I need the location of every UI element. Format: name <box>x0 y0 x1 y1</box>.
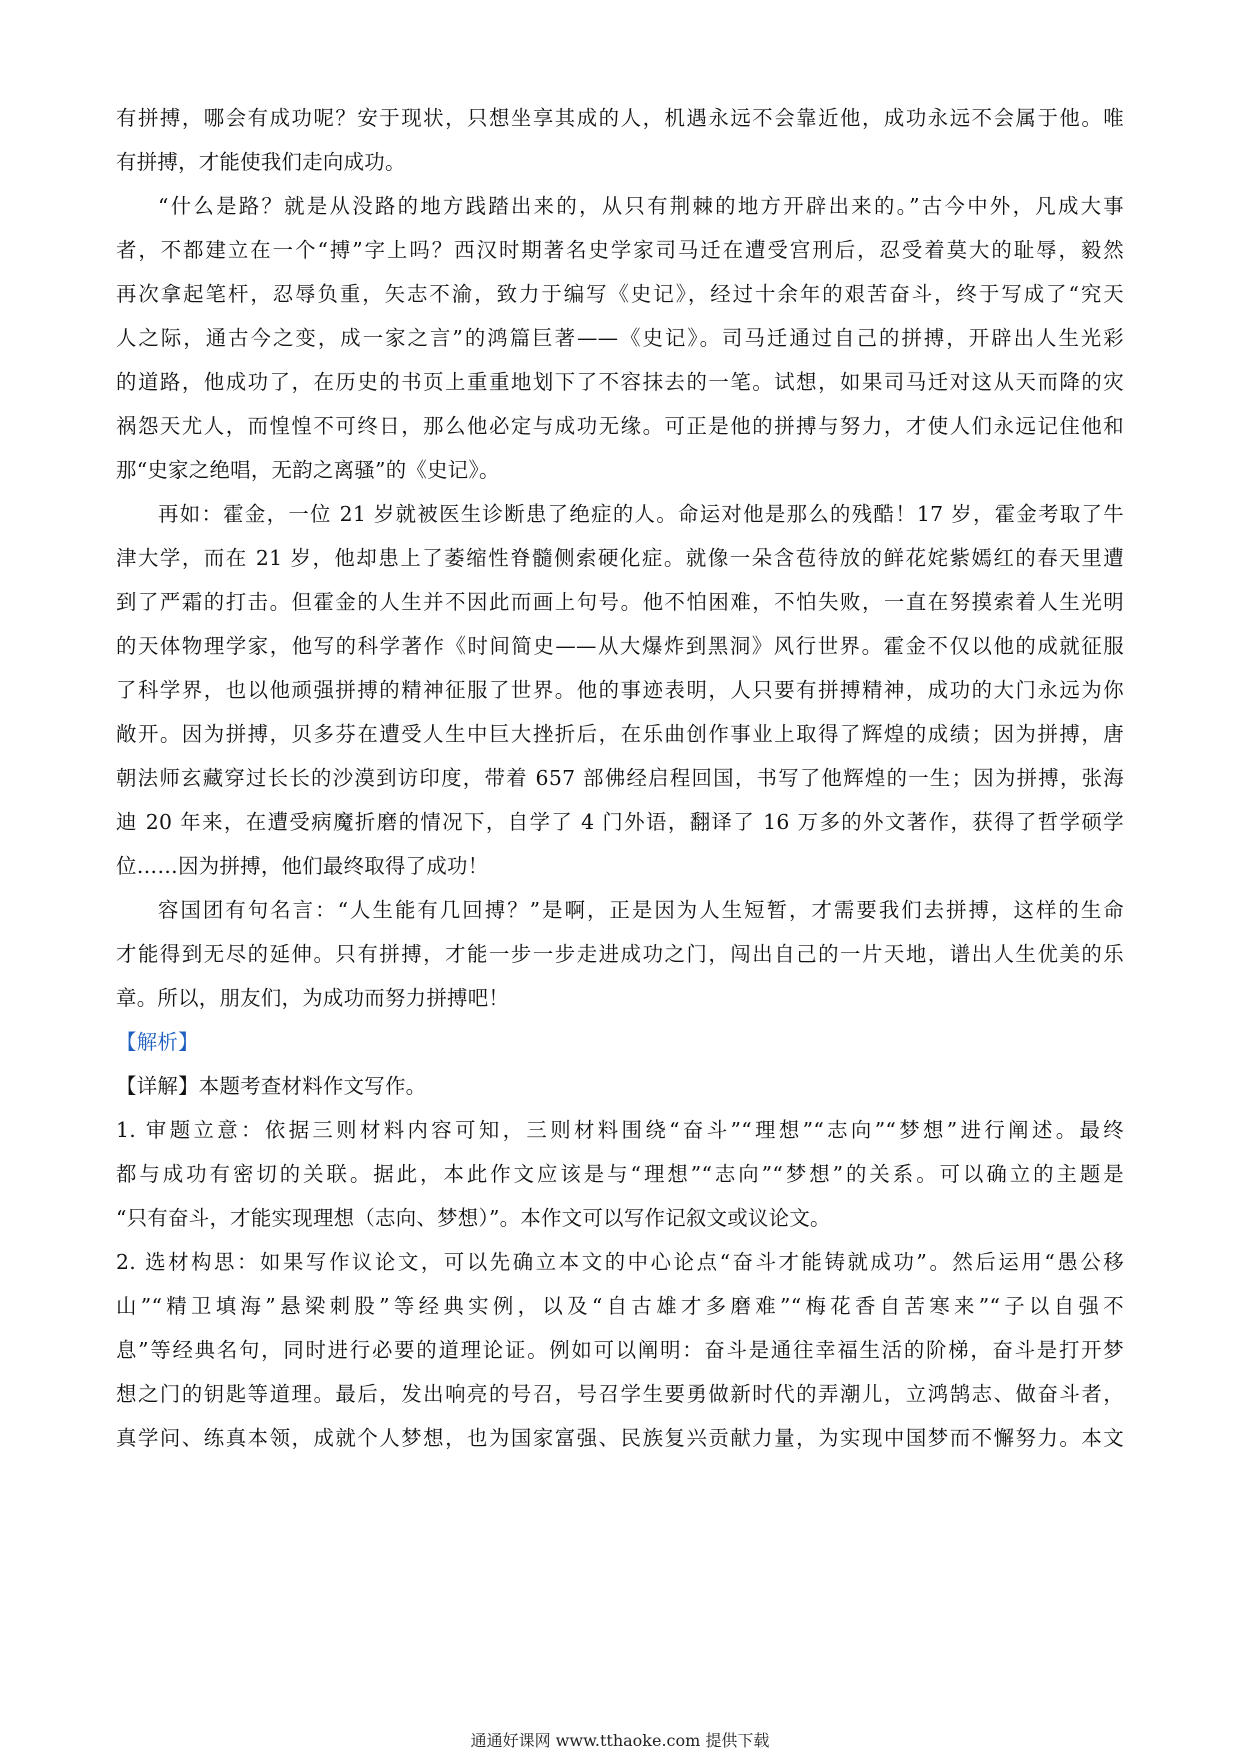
footer-watermark: 通通好课网 www.tthaoke.com 提供下载 <box>470 1731 770 1750</box>
paragraph-3 <box>116 492 1124 888</box>
text-line: 再如：霍金，一位 21 岁就被医生诊断患了绝症的人。命运对他是那么的残酷！17 岁，霍金考取了牛 <box>158 502 1124 526</box>
text-line: “什么是路？就是从没路的地方践踏出来的，从只有荆棘的地方开辟出来的。”古今中外，凡成大事 <box>158 194 1124 218</box>
text-line: 人之际，通古今之变，成一家之言”的鸿篇巨著——《史记》。司马迁通过自己的拼搏，开辟出人生光彩 <box>116 326 1124 350</box>
text-line: 者，不都建立在一个“搏”字上吗？西汉时期著名史学家司马迁在遭受宫刑后，忍受着莫大的耻辱，毅然 <box>116 238 1124 262</box>
text-line: 到了严霜的打击。但霍金的人生并不因此而画上句号。他不怕困难，不怕失败，一直在努摸索着人生光明 <box>116 590 1124 614</box>
text-line: “只有奋斗，才能实现理想（志向、梦想）”。本作文可以写作记叙文或议论文。 <box>116 1206 831 1230</box>
text-line: 那“史家之绝唱，无韵之离骚”的《史记》。 <box>116 458 500 482</box>
text-line: 朝法师玄藏穿过长长的沙漠到访印度，带着 657 部佛经启程回国，书写了他辉煌的一生；因为拼搏，张海 <box>116 766 1124 790</box>
text-line: 迪 20 年来，在遭受病魔折磨的情况下，自学了 4 门外语，翻译了 16 万多的外文著作，获得了哲学硕学 <box>116 810 1124 834</box>
text-line: 津大学，而在 21 岁，他却患上了萎缩性脊髓侧索硬化症。就像一朵含苞待放的鲜花姹紫嫣红的春天里遭 <box>116 546 1124 570</box>
point-1 <box>116 1108 1124 1240</box>
paragraph-4 <box>116 888 1124 1020</box>
text-line: 山”“精卫填海”悬梁刺股”等经典实例，以及“自古雄才多磨难”“梅花香自苦寒来”“子以自强不 <box>116 1294 1124 1318</box>
text-line: 了科学界，也以他顽强拼搏的精神征服了世界。他的事迹表明，人只要有拼搏精神，成功的大门永远为你 <box>116 678 1124 702</box>
text-line: 息”等经典名句，同时进行必要的道理论证。例如可以阐明：奋斗是通往幸福生活的阶梯，奋斗是打开梦 <box>116 1338 1124 1362</box>
text-line: 真学问、练真本领，成就个人梦想，也为国家富强、民族复兴贡献力量，为实现中国梦而不懈努力。本文 <box>116 1426 1124 1450</box>
text-line: 的天体物理学家，他写的科学著作《时间简史——从大爆炸到黑洞》风行世界。霍金不仅以他的成就征服 <box>116 634 1124 658</box>
detail-heading: 【详解】本题考查材料作文写作。 <box>116 1074 427 1098</box>
text-line: 才能得到无尽的延伸。只有拼搏，才能一步一步走进成功之门，闯出自己的一片天地，谱出人生优美的乐 <box>116 942 1124 966</box>
text-line: 1. 审题立意：依据三则材料内容可知，三则材料围绕“奋斗”“理想”“志向”“梦想”进行阐述。最终 <box>116 1118 1124 1142</box>
text-line: 再次拿起笔杆，忍辱负重，矢志不渝，致力于编写《史记》，经过十余年的艰苦奋斗，终于写成了“究天 <box>116 282 1124 306</box>
document-body <box>116 96 1124 1460</box>
paragraph-1 <box>116 96 1124 184</box>
paragraph-2 <box>116 184 1124 492</box>
point-2 <box>116 1240 1124 1460</box>
text-line: 章。所以，朋友们，为成功而努力拼搏吧！ <box>116 986 510 1010</box>
text-line: 有拼搏，哪会有成功呢？安于现状，只想坐享其成的人，机遇永远不会靠近他，成功永远不会属于他。唯 <box>116 106 1124 130</box>
text-line: 想之门的钥匙等道理。最后，发出响亮的号召，号召学生要勇做新时代的弄潮儿，立鸿鹄志、做奋斗者， <box>116 1382 1124 1406</box>
text-line: 祸怨天尤人，而惶惶不可终日，那么他必定与成功无缘。可正是他的拼搏与努力，才使人们永远记住他和 <box>116 414 1124 438</box>
text-line: 的道路，他成功了，在历史的书页上重重地划下了不容抹去的一笔。试想，如果司马迁对这从天而降的灾 <box>116 370 1124 394</box>
text-line: 2. 选材构思：如果写作议论文，可以先确立本文的中心论点“奋斗才能铸就成功”。然后运用“愚公移 <box>116 1250 1124 1274</box>
text-line: 敞开。因为拼搏，贝多芬在遭受人生中巨大挫折后，在乐曲创作事业上取得了辉煌的成绩；因为拼搏，唐 <box>116 722 1124 746</box>
text-line: 有拼搏，才能使我们走向成功。 <box>116 150 406 174</box>
analysis-heading: 【解析】 <box>116 1030 199 1054</box>
text-line: 位……因为拼搏，他们最终取得了成功！ <box>116 854 489 878</box>
text-line: 都与成功有密切的关联。据此，本此作文应该是与“理想”“志向”“梦想”的关系。可以确立的主题是 <box>116 1162 1124 1186</box>
text-line: 容国团有句名言：“人生能有几回搏？”是啊，正是因为人生短暂，才需要我们去拼搏，这样的生命 <box>158 898 1124 922</box>
